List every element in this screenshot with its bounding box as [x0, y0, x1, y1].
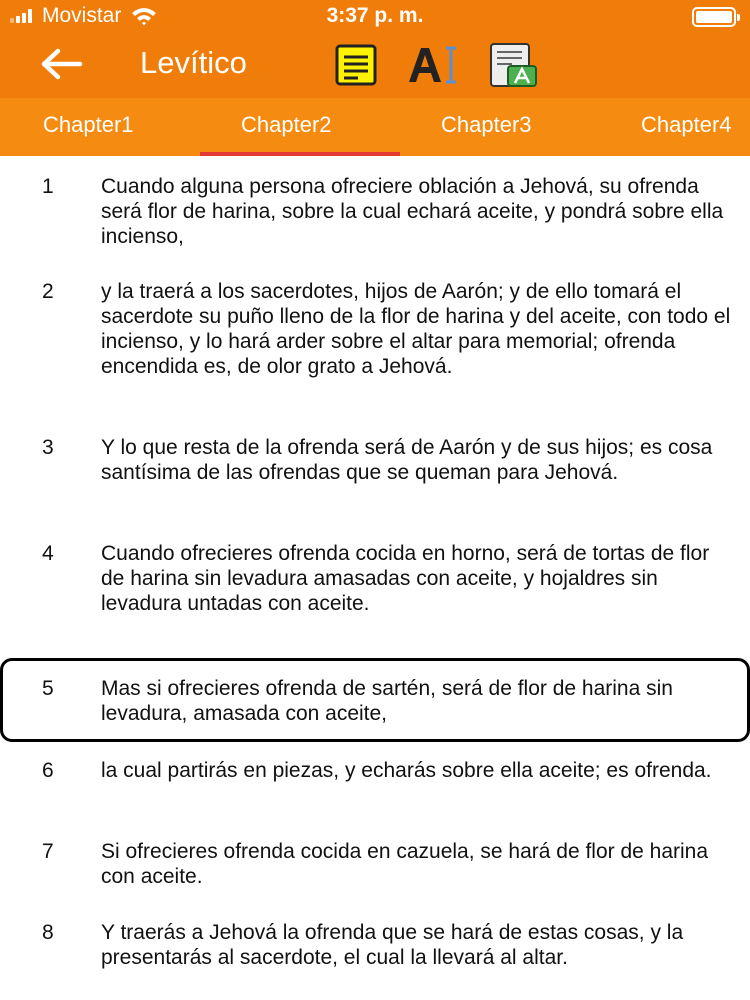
verse-number: 4	[42, 542, 54, 565]
status-time: 3:37 p. m.	[326, 4, 424, 27]
verse-number: 5	[42, 677, 54, 700]
tab-chapter-3[interactable]: Chapter3	[441, 112, 532, 137]
verse-text: la cual partirás en piezas, y echarás sobre ella aceite; es ofrenda.	[101, 759, 712, 782]
verse-text: Cuando alguna persona ofreciere oblación a Jehová, su ofrenda será flor de harina, sobre la cual echará aceite, y pondrá sobre ella incienso,	[101, 175, 724, 248]
notes-icon[interactable]	[334, 42, 378, 88]
tab-chapter-2[interactable]: Chapter2	[241, 112, 332, 137]
verse-number: 6	[42, 759, 54, 782]
verse-text: Mas si ofrecieres ofrenda de sartén, será de flor de harina sin levadura, amasada con aceite,	[101, 677, 673, 725]
carrier-name: Movistar	[42, 4, 122, 27]
verse-text: Cuando ofrecieres ofrenda cocida en horno, será de tortas de flor de harina sin levadura amasadas con aceite, y hojaldres sin levadura untadas con aceite.	[101, 542, 710, 615]
verse-number: 3	[42, 436, 54, 459]
battery-icon	[692, 7, 736, 27]
tab-chapter-4[interactable]: Chapter4	[641, 112, 732, 137]
status-bar	[0, 0, 750, 32]
font-size-icon[interactable]	[406, 42, 460, 88]
verse-number: 1	[42, 175, 54, 198]
verse-list	[0, 156, 750, 1000]
verse-text: Si ofrecieres ofrenda cocida en cazuela, se hará de flor de harina con aceite.	[101, 840, 709, 888]
page-title: Levítico	[140, 45, 247, 80]
verse-number: 8	[42, 921, 54, 944]
translate-doc-icon[interactable]	[488, 42, 540, 88]
verse-number: 7	[42, 840, 54, 863]
verse-text: y la traerá a los sacerdotes, hijos de Aarón; y de ello tomará el sacerdote su puño lleno de la flor de harina y del aceite, con todo el incienso, y lo hará arder sobre el altar para memorial; ofrenda encendida es, de olor grato a Jehová.	[101, 280, 731, 378]
verse-text: Y lo que resta de la ofrenda será de Aarón y de sus hijos; es cosa santísima de las ofrendas que se queman para Jehová.	[101, 436, 713, 484]
verse-text: Y traerás a Jehová la ofrenda que se hará de estas cosas, y la presentarás al sacerdote, el cual la llevará al altar.	[101, 921, 684, 969]
tab-chapter-1[interactable]: Chapter1	[43, 112, 134, 137]
chapter-tabs	[0, 98, 750, 156]
back-arrow-icon[interactable]	[36, 44, 86, 84]
app-header	[0, 0, 750, 98]
verse-number: 2	[42, 280, 54, 303]
verse-5-selected[interactable]	[0, 658, 750, 742]
